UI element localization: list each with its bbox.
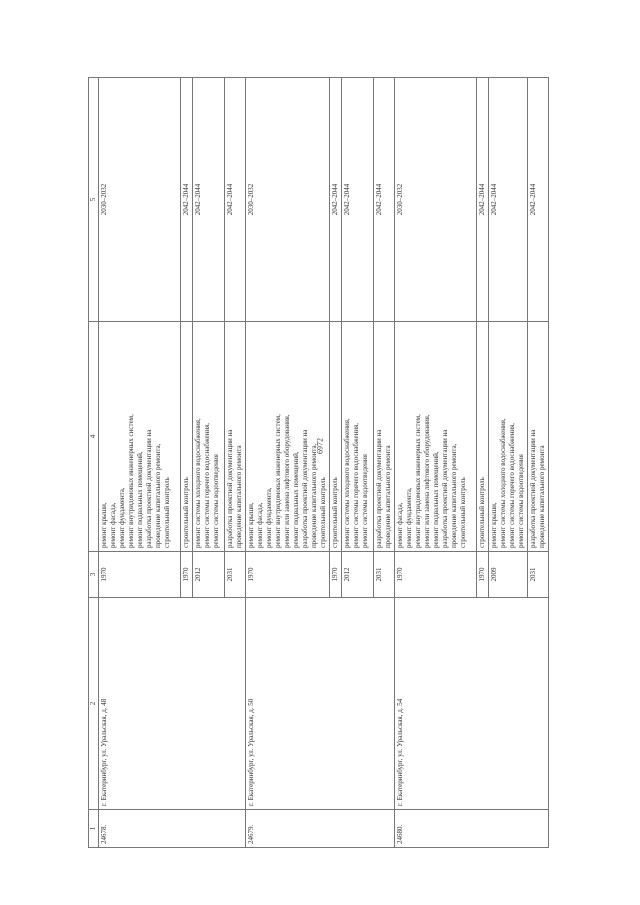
work-item: ремонт системы водоотведения — [212, 454, 220, 548]
capital-repair-table — [88, 77, 549, 848]
works-cell — [193, 322, 225, 552]
row-number: 24678. — [99, 810, 246, 848]
work-item: разработка проектной документации на — [145, 429, 153, 548]
work-item: ремонт системы холодного водоснабжения, — [343, 418, 351, 548]
period-cell: 2042–2044 — [181, 78, 193, 322]
period-cell: 2042–2044 — [342, 78, 374, 322]
works-cell — [181, 322, 193, 552]
work-item: ремонт крыши, — [100, 502, 108, 548]
work-item: проведение капитального ремонта, — [154, 443, 162, 548]
period-cell: 2030–2032 — [246, 78, 330, 322]
work-item: ремонт подвальных помещений, — [432, 451, 440, 548]
table-row — [395, 78, 477, 848]
year-cell: 1970 — [99, 552, 181, 598]
work-item: строительный контроль — [182, 477, 190, 548]
work-item: разработка проектной документации на — [375, 429, 383, 548]
address-cell: г. Екатеринбург, ул. Уральская, д. 54 — [395, 598, 549, 810]
period-cell: 2042–2044 — [374, 78, 395, 322]
period-cell: 2042–2044 — [477, 78, 489, 322]
work-item: ремонт системы горячего водоснабжения, — [352, 422, 360, 548]
work-item: проведение капитального ремонта, — [310, 443, 318, 548]
works-cell — [99, 322, 181, 552]
work-item: ремонт системы водоотведения — [361, 454, 369, 548]
work-item: проведение капитального ремонта, — [450, 443, 458, 548]
year-cell: 1970 — [246, 552, 330, 598]
work-item: ремонт фундамента, — [405, 487, 413, 548]
work-item: строительный контроль — [478, 477, 486, 548]
period-cell: 2042–2044 — [193, 78, 225, 322]
work-item: ремонт подвальных помещений, — [292, 451, 300, 548]
works-cell — [342, 322, 374, 552]
works-cell — [374, 322, 395, 552]
period-cell: 2042–2044 — [489, 78, 528, 322]
work-item: ремонт системы горячего водоснабжения, — [203, 422, 211, 548]
year-cell: 1970 — [181, 552, 193, 598]
address-cell: г. Екатеринбург, ул. Уральская, д. 50 — [246, 598, 395, 810]
work-item: ремонт подвальных помещений, — [136, 451, 144, 548]
work-item: проведение капитального ремонта — [235, 445, 243, 548]
table-row — [99, 78, 181, 848]
row-number: 24679. — [246, 810, 395, 848]
address-cell: г. Екатеринбург, ул. Уральская, д. 48 — [99, 598, 246, 810]
work-item: ремонт фундамента, — [265, 487, 273, 548]
work-item: ремонт внутридомовых инженерных систем, — [127, 414, 135, 548]
period-cell: 2042–2044 — [528, 78, 549, 322]
work-item: ремонт фундамента, — [118, 487, 126, 548]
column-number: 3 — [89, 552, 99, 598]
work-item: ремонт крыши, — [247, 502, 255, 548]
works-cell — [477, 322, 489, 552]
column-number: 1 — [89, 810, 99, 848]
work-item: ремонт системы водоотведения — [517, 454, 525, 548]
period-cell: 2042–2044 — [330, 78, 342, 322]
work-item: ремонт крыши, — [490, 502, 498, 548]
year-cell: 2012 — [342, 552, 374, 598]
work-item: проведение капитального ремонта — [384, 445, 392, 548]
work-item: ремонт системы горячего водоснабжения, — [508, 422, 516, 548]
work-item: разработка проектной документации на — [529, 429, 537, 548]
year-cell: 1970 — [330, 552, 342, 598]
works-cell — [246, 322, 330, 552]
work-item: ремонт системы холодного водоснабжения, — [499, 418, 507, 548]
work-item: ремонт или замена лифтового оборудования, — [283, 414, 291, 548]
year-cell: 2031 — [374, 552, 395, 598]
work-item: ремонт системы холодного водоснабжения, — [194, 418, 202, 548]
year-cell: 2012 — [193, 552, 225, 598]
works-cell — [330, 322, 342, 552]
work-item: разработка проектной документации на — [301, 429, 309, 548]
rotated-page — [88, 78, 590, 848]
work-item: ремонт внутридомовых инженерных систем, — [414, 414, 422, 548]
work-item: строительный контроль — [331, 477, 339, 548]
year-cell: 2009 — [489, 552, 528, 598]
column-number: 5 — [89, 78, 99, 322]
work-item: ремонт фасада, — [256, 502, 264, 548]
column-number: 2 — [89, 598, 99, 810]
work-item: строительный контроль — [163, 477, 171, 548]
work-item: разработка проектной документации на — [441, 429, 449, 548]
column-number: 4 — [89, 322, 99, 552]
year-cell: 2031 — [225, 552, 246, 598]
work-item: ремонт внутридомовых инженерных систем, — [274, 414, 282, 548]
work-item: ремонт фасада, — [396, 502, 404, 548]
period-cell: 2030–2032 — [395, 78, 477, 322]
period-cell: 2042–2044 — [225, 78, 246, 322]
year-cell: 1970 — [477, 552, 489, 598]
work-item: ремонт фасада, — [109, 502, 117, 548]
work-item: строительный контроль — [459, 477, 467, 548]
works-cell — [225, 322, 246, 552]
works-cell — [395, 322, 477, 552]
year-cell: 1970 — [395, 552, 477, 598]
row-number: 24680. — [395, 810, 549, 848]
work-item: проведение капитального ремонта — [538, 445, 546, 548]
year-cell: 2031 — [528, 552, 549, 598]
works-cell — [489, 322, 528, 552]
page-number: 6972 — [315, 438, 325, 454]
column-number-row — [89, 78, 99, 848]
work-item: строительный контроль — [319, 477, 327, 548]
table-row — [246, 78, 330, 848]
work-item: разработка проектной документации на — [226, 429, 234, 548]
period-cell: 2030–2032 — [99, 78, 181, 322]
work-item: ремонт или замена лифтового оборудования, — [423, 414, 431, 548]
works-cell — [528, 322, 549, 552]
